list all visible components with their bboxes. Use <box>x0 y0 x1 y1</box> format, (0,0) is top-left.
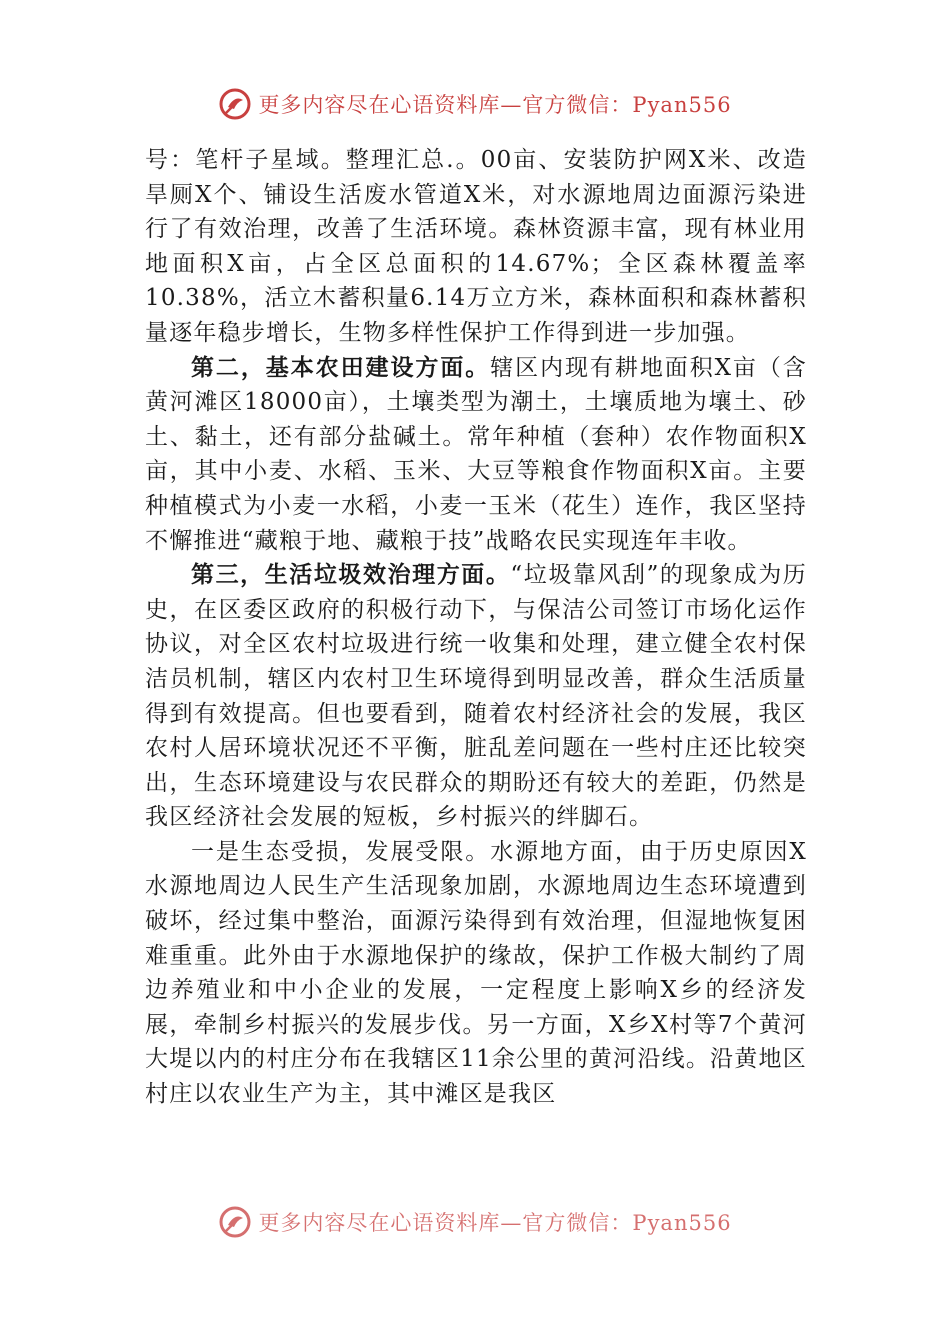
paragraph <box>145 835 807 1112</box>
paragraph-heading: 第三，生活垃圾效治理方面。 <box>191 561 511 589</box>
paragraph-text: “垃圾靠风刮”的现象成为历史，在区委区政府的积极行动下，与保洁公司签订市场化运作协议，对全区农村垃圾进行统一收集和处理，建立健全农村保洁员机制，辖区内农村卫生环境得到明显改善，群众生活质量得到有效提高。但也要看到，随着农村经济社会的发展，我区农村人居环境状况还不平衡，脏乱差问题在一些村庄还比较突出，生态环境建设与农民群众的期盼还有较大的差距，仍然是我区经济社会发展的短板，乡村振兴的绊脚石。 <box>145 562 807 831</box>
document-body <box>145 143 807 1112</box>
paragraph-heading: 第二，基本农田建设方面。 <box>191 353 491 381</box>
logo-icon <box>218 87 252 121</box>
paragraph <box>145 351 807 559</box>
paragraph <box>145 558 807 835</box>
paragraph-text: 辖区内现有耕地面积X亩（含黄河滩区18000亩），土壤类型为潮土，土壤质地为壤土、砂土、黏土，还有部分盐碱土。常年种植（套种）农作物面积X亩，其中小麦、水稻、玉米、大豆等粮食作物面积X亩。主要种植模式为小麦一水稻，小麦一玉米（花生）连作，我区坚持不懈推进“藏粮于地、藏粮于技”战略农民实现连年丰收。 <box>145 354 807 554</box>
watermark-footer <box>0 1198 950 1246</box>
watermark-text: 更多内容尽在心语资料库—官方微信：Pyan556 <box>258 93 732 117</box>
watermark-header <box>0 80 950 128</box>
logo-icon <box>218 1205 252 1239</box>
paragraph-text: 一是生态受损，发展受限。水源地方面，由于历史原因X水源地周边人民生产生活现象加剧，水源地周边生态环境遭到破坏，经过集中整治，面源污染得到有效治理，但湿地恢复困难重重。此外由于水源地保护的缘故，保护工作极大制约了周边养殖业和中小企业的发展，一定程度上影响X乡的经济发展，牵制乡村振兴的发展步伐。另一方面，X乡X村等7个黄河大堤以内的村庄分布在我辖区11余公里的黄河沿线。沿黄地区村庄以农业生产为主，其中滩区是我区 <box>145 838 807 1108</box>
watermark-text: 更多内容尽在心语资料库—官方微信：Pyan556 <box>258 1211 732 1235</box>
paragraph <box>145 143 807 351</box>
paragraph-text: 号：笔杆子星域。整理汇总.。00亩、安装防护网X米、改造旱厕X个、铺设生活废水管道X米，对水源地周边面源污染进行了有效治理，改善了生活环境。森林资源丰富，现有林业用地面积X亩，占全区总面积的14.67%；全区森林覆盖率10.38%，活立木蓄积量6.14万立方米，森林面积和森林蓄积量逐年稳步增长，生物多样性保护工作得到进一步加强。 <box>145 147 807 346</box>
